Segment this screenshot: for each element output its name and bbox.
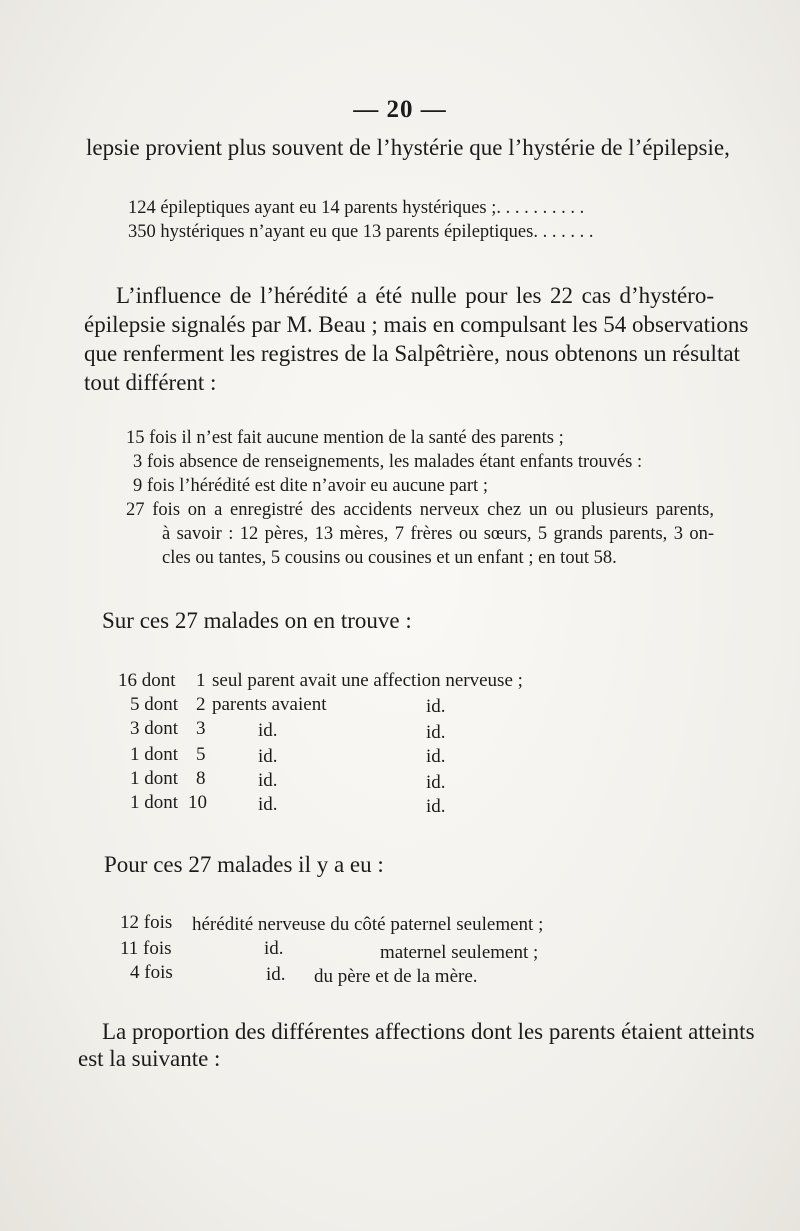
closing-line: est la suivante : bbox=[78, 1046, 221, 1071]
count-cell: 3 dont bbox=[130, 718, 179, 739]
count-cell: 1 dont bbox=[130, 792, 179, 813]
id-cell: id. bbox=[426, 772, 446, 793]
page-number: — 20 — bbox=[353, 96, 447, 123]
paragraph-line: épilepsie signalés par M. Beau ; mais en compulsant les 54 observations bbox=[84, 312, 749, 337]
id-cell: id. bbox=[426, 696, 446, 717]
heading-sur-27: Sur ces 27 malades on en trouve : bbox=[102, 608, 412, 633]
number-cell: 5 bbox=[196, 744, 206, 765]
count-cell: 16 dont bbox=[118, 670, 176, 691]
list-item: 9 fois l’hérédité est dite n’avoir eu aucune part ; bbox=[133, 476, 488, 496]
paragraph-line: tout différent : bbox=[84, 370, 217, 395]
list-item: 27 fois on a enregistré des accidents nerveux chez un ou plusieurs parents, bbox=[126, 500, 714, 520]
number-cell: 8 bbox=[196, 768, 206, 789]
closing-line: La proportion des différentes affections dont les parents étaient atteints bbox=[102, 1019, 755, 1044]
paragraph-line: L’influence de l’hérédité a été nulle pour les 22 cas d’hystéro- bbox=[116, 283, 714, 308]
number-cell: 1 bbox=[196, 670, 206, 691]
description-cell: id. bbox=[258, 794, 278, 815]
description-cell: id. bbox=[258, 770, 278, 791]
count-cell: 4 fois bbox=[130, 962, 173, 983]
description-cell: id. bbox=[258, 746, 278, 767]
list-item: à savoir : 12 pères, 13 mères, 7 frères ou sœurs, 5 grands parents, 3 on- bbox=[162, 524, 714, 544]
list-item: 3 fois absence de renseignements, les malades étant enfants trouvés : bbox=[133, 452, 643, 472]
side-cell: maternel seulement ; bbox=[380, 942, 539, 963]
description-cell: parents avaient bbox=[212, 694, 327, 715]
description-cell: id. bbox=[258, 720, 278, 741]
description-cell: hérédité nerveuse du côté paternel seulement ; bbox=[192, 914, 544, 935]
id-cell: id. bbox=[426, 796, 446, 817]
list-item: 15 fois il n’est fait aucune mention de la santé des parents ; bbox=[126, 428, 564, 448]
number-cell: 3 bbox=[196, 718, 206, 739]
count-cell: 1 dont bbox=[130, 768, 179, 789]
count-cell: 11 fois bbox=[120, 938, 172, 959]
intro-line: lepsie provient plus souvent de l’hystérie que l’hystérie de l’épilepsie, bbox=[86, 135, 730, 160]
description-cell: id. bbox=[266, 964, 286, 985]
stat-line: 124 épileptiques ayant eu 14 parents hystériques ;. . . . . . . . . . bbox=[128, 198, 585, 218]
list-item: cles ou tantes, 5 cousins ou cousines et un enfant ; en tout 58. bbox=[162, 548, 617, 568]
description-cell: seul parent avait une affection nerveuse ; bbox=[212, 670, 523, 691]
number-cell: 10 bbox=[188, 792, 207, 813]
count-cell: 1 dont bbox=[130, 744, 179, 765]
count-cell: 5 dont bbox=[130, 694, 179, 715]
count-cell: 12 fois bbox=[120, 912, 173, 933]
side-cell: du père et de la mère. bbox=[314, 966, 478, 987]
stat-line: 350 hystériques n’ayant eu que 13 parents épileptiques. . . . . . . bbox=[128, 222, 594, 242]
number-cell: 2 bbox=[196, 694, 206, 715]
id-cell: id. bbox=[426, 722, 446, 743]
description-cell: id. bbox=[264, 938, 284, 959]
paragraph-line: que renferment les registres de la Salpêtrière, nous obtenons un résultat bbox=[84, 341, 740, 366]
id-cell: id. bbox=[426, 746, 446, 767]
heading-pour-27: Pour ces 27 malades il y a eu : bbox=[104, 852, 384, 877]
